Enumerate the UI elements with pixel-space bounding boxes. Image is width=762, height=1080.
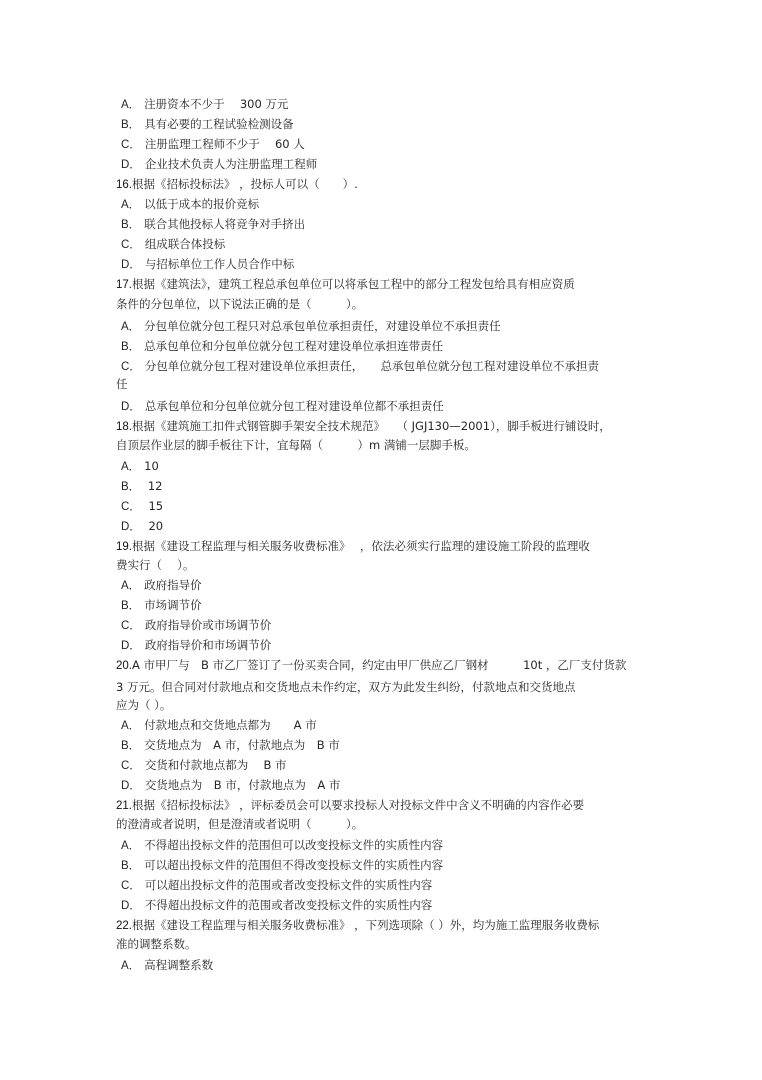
stem-text: 的澄清或者说明，但是澄清或者说明（ ）。 xyxy=(116,817,364,831)
question-number: 18. xyxy=(116,421,132,433)
stem-text: 根据《建筑施工扣件式钢管脚手架安全技术规范》 （ JGJ130—2001），脚手板进行铺设时， xyxy=(132,419,611,433)
option-label: D． xyxy=(121,640,141,652)
question-number: 19. xyxy=(116,541,132,553)
option-label: C． xyxy=(121,361,141,373)
option-label: B． xyxy=(121,481,141,493)
stem-text: 根据《招标投标法》 ，评标委员会可以要求投标人对投标文件中含义不明确的内容作必要 xyxy=(132,798,585,812)
answer-option xyxy=(121,618,271,633)
option-label: B． xyxy=(121,600,141,612)
question-number: 21. xyxy=(116,800,132,812)
question-number: 22. xyxy=(116,920,132,932)
answer-option xyxy=(121,758,287,773)
answer-option xyxy=(121,339,443,354)
answer-option xyxy=(121,499,163,514)
stem-text: 根据《招标投标法》 ，投标人可以（ ）. xyxy=(132,177,358,191)
answer-option xyxy=(121,578,202,593)
question-number: 20. xyxy=(116,660,132,672)
answer-option xyxy=(121,898,432,913)
option-text: 可以超出投标文件的范围或者改变投标文件的实质性内容 xyxy=(144,878,433,892)
answer-option xyxy=(121,117,294,132)
question-stem xyxy=(116,798,584,813)
option-text: 政府指导价 xyxy=(144,578,202,592)
option-text: 总承包单位和分包单位就分包工程对建设单位承担连带责任 xyxy=(144,339,444,353)
answer-option xyxy=(121,958,213,973)
option-text: 具有必要的工程试验检测设备 xyxy=(144,117,294,131)
option-label: A． xyxy=(121,840,141,852)
stem-text: 自顶层作业层的脚手板往下计，宜每隔（ ）m 满铺一层脚手板。 xyxy=(116,438,476,452)
option-text: 企业技术负责人为注册监理工程师 xyxy=(144,157,318,171)
option-label: B． xyxy=(121,119,141,131)
option-text: 组成联合体投标 xyxy=(144,237,226,251)
option-label: C． xyxy=(121,620,141,632)
option-text: 交货地点为 B 市，付款地点为 A 市 xyxy=(144,778,341,792)
option-label: A． xyxy=(121,580,141,592)
answer-option xyxy=(121,519,163,534)
option-text: 付款地点和交货地点都为 A 市 xyxy=(144,718,317,732)
answer-option xyxy=(121,878,432,893)
answer-option xyxy=(121,157,317,172)
option-text: 注册监理工程师不少于 60 人 xyxy=(144,137,305,151)
answer-option xyxy=(121,738,340,753)
answer-option xyxy=(121,598,202,613)
question-stem-continuation xyxy=(116,937,197,951)
option-text: 交货和付款地点都为 B 市 xyxy=(144,758,287,772)
question-number: 16. xyxy=(116,179,132,191)
option-label: D． xyxy=(121,401,141,413)
option-label: C． xyxy=(121,239,141,251)
stem-text: 3 万元。但合同对付款地点和交货地点未作约定，双方为此发生纠纷，付款地点和交货地点 xyxy=(116,680,576,694)
stem-text: 根据《建设工程监理与相关服务收费标准》 ，依法必须实行监理的建设施工阶段的监理收 xyxy=(132,539,590,553)
question-stem xyxy=(116,918,599,933)
answer-option xyxy=(121,137,305,152)
question-stem xyxy=(116,539,590,554)
answer-option xyxy=(121,97,288,112)
answer-option xyxy=(121,858,443,873)
question-stem-continuation xyxy=(116,297,363,311)
option-label: C． xyxy=(121,880,141,892)
question-stem xyxy=(116,419,611,434)
option-text: 与招标单位工作人员合作中标 xyxy=(144,257,295,271)
option-label: B． xyxy=(121,219,141,231)
question-stem-continuation xyxy=(116,558,194,572)
stem-text: 根据《建设工程监理与相关服务收费标准》 ，下列选项除（ ）外，均为施工监理服务收费标 xyxy=(132,918,600,932)
option-text: 分包单位就分包工程对建设单位承担责任， 总承包单位就分包工程对建设单位不承担责 xyxy=(144,359,600,373)
option-text: 高程调整系数 xyxy=(144,958,214,972)
option-text: 联合其他投标人将竞争对手挤出 xyxy=(144,217,306,231)
question-stem-continuation xyxy=(116,680,575,694)
option-label: B． xyxy=(121,740,141,752)
answer-option xyxy=(121,319,501,334)
answer-option xyxy=(121,237,225,252)
option-text: 可以超出投标文件的范围但不得改变投标文件的实质性内容 xyxy=(144,858,444,872)
option-text: 15 xyxy=(144,499,164,513)
option-text: 交货地点为 A 市，付款地点为 B 市 xyxy=(144,738,340,752)
answer-option xyxy=(121,718,317,733)
option-text: 总承包单位和分包单位就分包工程对建设单位都不承担责任 xyxy=(144,399,444,413)
answer-option xyxy=(121,778,340,793)
question-stem-continuation xyxy=(116,698,171,712)
answer-option xyxy=(121,197,259,212)
option-label: D． xyxy=(121,159,141,171)
question-stem xyxy=(116,277,575,292)
stem-text: 准的调整系数。 xyxy=(116,937,197,951)
answer-option xyxy=(121,838,443,853)
answer-option xyxy=(121,459,159,474)
option-label: C． xyxy=(121,760,141,772)
option-text: 分包单位就分包工程只对总承包单位承担责任，对建设单位不承担责任 xyxy=(144,319,501,333)
option-label: B． xyxy=(121,341,141,353)
option-text: 以低于成本的报价竞标 xyxy=(144,197,260,211)
question-stem xyxy=(116,177,358,192)
stem-text: 任 xyxy=(116,377,128,391)
option-text: 市场调节价 xyxy=(144,598,202,612)
option-text: 不得超出投标文件的范围但可以改变投标文件的实质性内容 xyxy=(144,838,444,852)
stem-text: A 市甲厂与 B 市乙厂签订了一份买卖合同，约定由甲厂供应乙厂钢材 10t ，乙厂支付货款 xyxy=(132,658,627,672)
option-label: C． xyxy=(121,139,141,151)
option-label: A． xyxy=(121,99,141,111)
question-stem-continuation xyxy=(116,817,363,831)
option-label: D． xyxy=(121,521,141,533)
option-label: D． xyxy=(121,259,141,271)
option-text: 政府指导价或市场调节价 xyxy=(144,618,272,632)
answer-option xyxy=(121,479,162,494)
stem-text: 条件的分包单位，以下说法正确的是（ ）。 xyxy=(116,297,364,311)
option-label: B． xyxy=(121,860,141,872)
stem-text: 应为（ ）。 xyxy=(116,698,172,712)
answer-option xyxy=(121,399,444,414)
option-text: 12 xyxy=(144,479,163,493)
option-text: 10 xyxy=(144,459,159,473)
option-label: A． xyxy=(121,461,141,473)
option-text: 政府指导价和市场调节价 xyxy=(144,638,272,652)
option-label: D． xyxy=(121,780,141,792)
option-label: A． xyxy=(121,199,141,211)
option-label: A． xyxy=(121,960,141,972)
answer-option xyxy=(121,638,271,653)
answer-option xyxy=(121,217,305,232)
answer-option xyxy=(121,359,599,374)
option-label: D． xyxy=(121,900,141,912)
question-stem-continuation xyxy=(116,438,476,452)
answer-option xyxy=(121,257,294,272)
option-label: C． xyxy=(121,501,141,513)
option-text: 20 xyxy=(144,519,164,533)
stem-text: 根据《建筑法》，建筑工程总承包单位可以将承包工程中的部分工程发包给具有相应资质 xyxy=(132,277,575,291)
option-text: 注册资本不少于 300 万元 xyxy=(144,97,289,111)
question-stem-continuation xyxy=(116,377,128,391)
question-number: 17. xyxy=(116,279,132,291)
stem-text: 费实行（ ）。 xyxy=(116,558,195,572)
option-label: A． xyxy=(121,720,141,732)
option-label: A． xyxy=(121,321,141,333)
option-text: 不得超出投标文件的范围或者改变投标文件的实质性内容 xyxy=(144,898,433,912)
question-stem xyxy=(116,658,626,673)
